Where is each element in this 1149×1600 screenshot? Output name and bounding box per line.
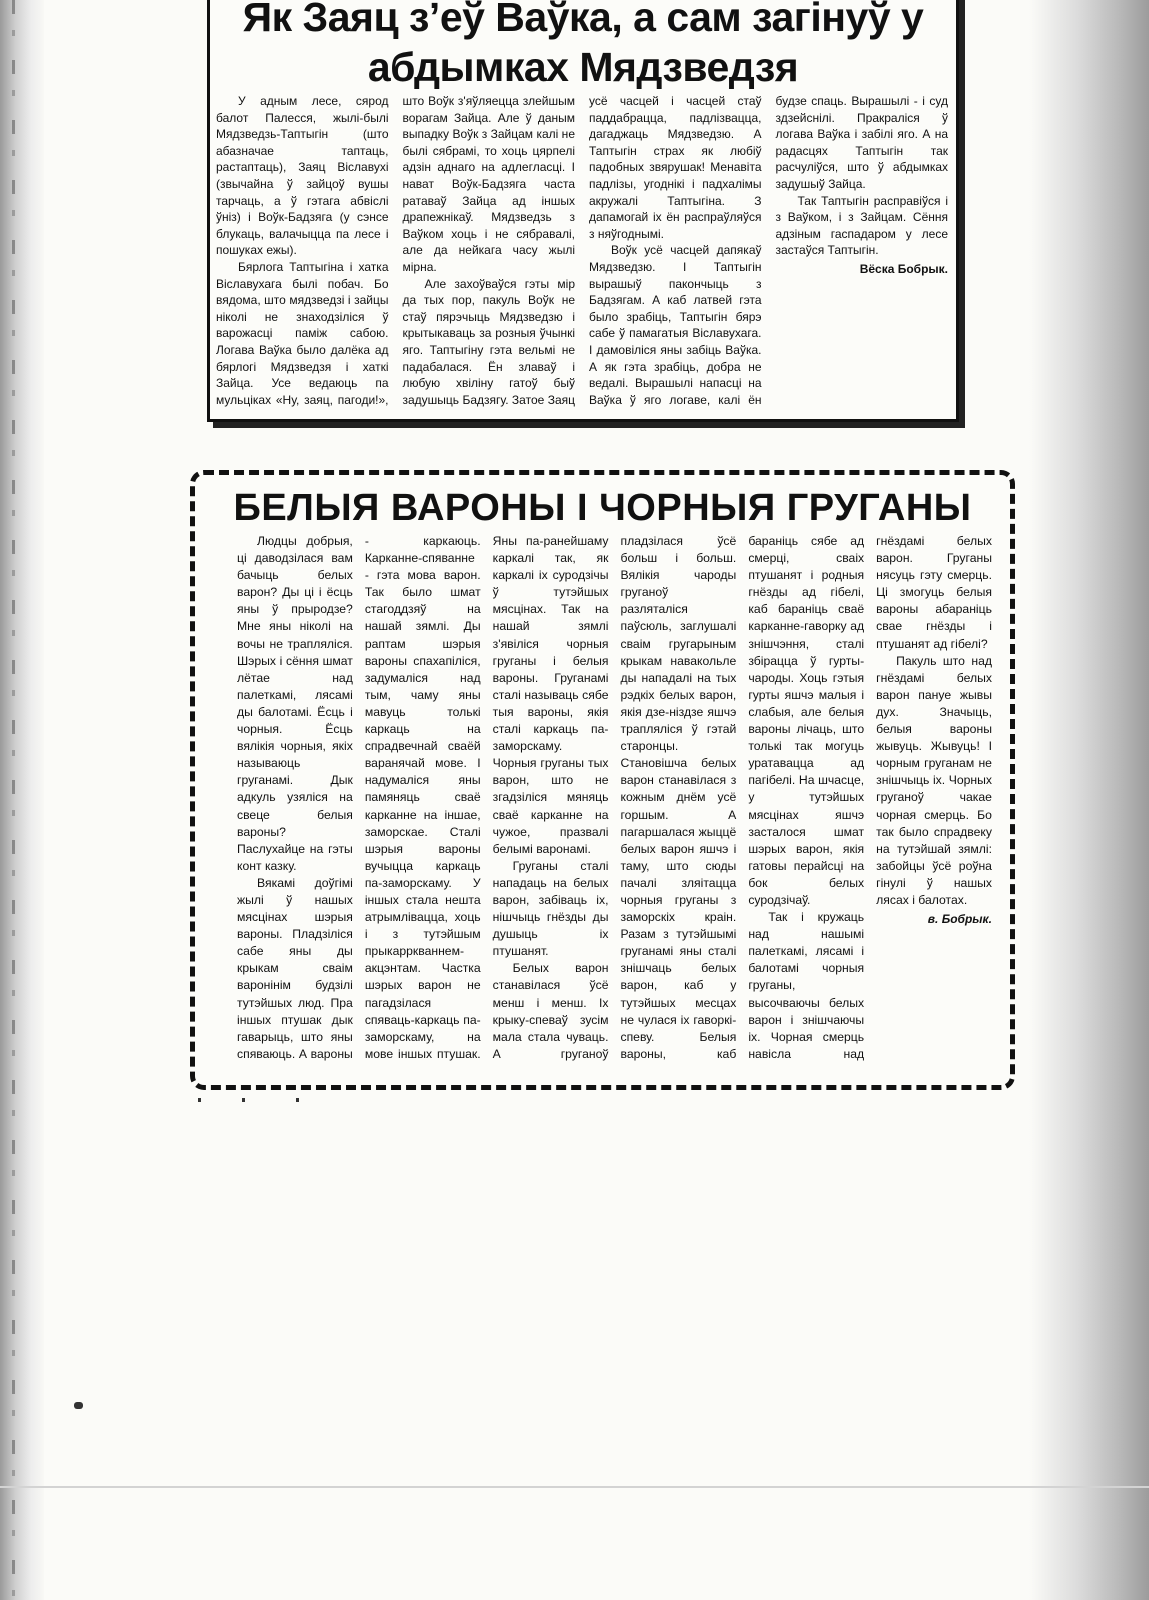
article-body — [237, 533, 992, 1069]
scan-right-edge — [1029, 0, 1149, 1600]
article-hare-wolf-bear — [207, 0, 959, 422]
article-signature: в. Бобрык. — [927, 912, 992, 927]
article-white-crows — [190, 470, 1015, 1090]
article-paragraph: Воўк усё часцей дапякаў Мядзведзю. І Таптыгін вырашыў пакончыць з Бадзягам. А каб латвей гэта было зрабіць, Таптыгін бярэ сабе ў памагатыя Віславухага. І дамовіліся яны забіць Ваўка. А як гэта зрабіць, добра не ведалі. Вырашылі напасці на Ваўка ў яго логаве, калі ён будзе спаць. Вырашылі - і суд здзейснілі. Пракраліся ў логава Ваўка і забілі яго. А на радасцях Таптыгін так расчуліўся, што ў абдымках задушыў Зайца. — [589, 94, 948, 407]
article-paragraph: Бярлога Таптыгіна і хатка Віславухага былі побач. Бо вядома, што мядзведзі і зайцы ніколі не знаходзіліся ў варожасці паміж сабою. Логава Ваўка было далёка ад бярлогі Мядзведзя і хаткі Зайца. Усе ведаюць па мульціках «Ну, заяц, пагоди!», што Воўк з'яўляецца злейшым ворагам Зайца. Але ў даным выпадку Воўк з Зайцам калі не былі сябрамі, то хоць цярпелі адзін аднаго на адлегласці. І нават Воўк-Бадзяга часта ратаваў Зайца ад іншых драпежнікаў. Мядзведзь з Ваўком хоць і не сябравалі, але да нейкага часу жылі мірна. — [216, 94, 575, 407]
article-body — [216, 93, 948, 411]
article-paragraph: Так і кружаць над нашымі палеткамі, лясамі і балотамі чорныя груганы, высочваючы белых варон і знішчаючы іх. Чорная смерць навісла над гнёздамі белых варон. Груганы нясуць гэту смерць. Ці змогуць белыя вароны абараніць свае гнёзды і птушанят ад гібелі? — [748, 534, 992, 1061]
article-paragraph: Белых варон станавілася ўсё менш і менш. Іх крыку-спеваў зусім мала стала чуваць. А груганоў пладзілася ўсё больш і больш. Вялікія чароды груганоў разляталіся паўсюль, заглушалі сваім гругарыным крыкам навакольле ды нападалі на тых рэдкіх белых варон, якія дзе-ніздзе яшчэ трапляліся ў гэтай старонцы. Становішча белых варон станавілася з кожным днём усё горшым. А пагаршалася жыццё белых варон яшчэ і таму, што сюды пачалі зляітацца чорныя груганы з заморскіх краін. Разам з тутэйшымі груганамі яны сталі знішчаць белых варон, каб у тутэйшых месцах не чулася іх гаворкі-спеву. Белыя вароны, каб бараніць сябе ад смерці, сваіх птушанят і родныя гнёзды ад гібелі, каб бараніць сваё карканне-гаворку ад знішчэння, сталі збірацца ў гурты-чароды. Хоць гэтыя гурты яшчэ малыя і слабыя, але белыя вароны лічаць, што толькі так могуць уратавацца ад пагібелі. На шчасце, у тутэйшых мясцінах яшчэ засталося шмат шэрых варон, якія гатовы перайсці на бок белых суродзічаў. — [492, 534, 865, 1061]
article-title: Як Заяц з’еў Ваўка, а сам загінуў у абдымках Мядзведзя — [242, 0, 924, 90]
article-title: БЕЛЫЯ ВАРОНЫ І ЧОРНЫЯ ГРУГАНЫ — [233, 487, 972, 529]
article-paragraph: У адным лесе, сярод балот Палесся, жылі-былі Мядзведзь-Таптыгін (што абазначае таптаць, растаптаць), Заяц Віславухі (звычайна ў зайцоў вушы тарчаць, а ў гэтага абвіслі ўніз) і Воўк-Бадзяга (у сэнсе блукаць, валачыцца па лесе і пошуках ежы). — [216, 94, 389, 258]
page-crease — [0, 1486, 1149, 1488]
binder-mark — [74, 1402, 83, 1409]
article-paragraph: Людцы добрыя, ці даводзілася вам бачыць белых варон? Ды ці і ёсць яны ў прыродзе? Мне яны ніколі на вочы не трапляліся. Шэрых і сёння шмат лётае над палеткамі, лясамі ды балотамі. Ёсць і чорныя. Ёсць вялікія чорныя, якіх называюць груганамі. Дык адкуль узяліся на свеце белыя вароны? Паслухайце на гэты конт казку. — [237, 534, 353, 873]
article-paragraph: Вякамі доўгімі жылі ў нашых мясцінах шэрыя вароны. Пладзіліся сабе яны ды крыкам сваім варонінім будзілі тутэйшых люд. Пра іншых птушак дык гаварыць, што яны спяваюць. А вароны - каркаюць. Карканне-спяванне - гэта мова варон. Так было шмат стагоддзяў на нашай зямлі. Ды раптам шэрыя вароны спахапіліся, задумаліся над тым, чаму яны мавуць толькі каркаць на спрадвечнай сваёй варанячай мове. І надумаліся яны памяняць сваё карканне на іншае, заморскае. Сталі шэрыя вароны вучыцца каркаць па-заморскаму. У іншых стала нешта атрымлівацца, хоць і з тутэйшым прыкарркваннем-акцэнтам. Частка шэрых варон не пагадзілася спяваць-каркаць па-заморскаму, на мове іншых птушак. Яны па-ранейшаму каркалі так, як каркалі іх суродзічы ў тутэйшых мясцінах. Так на нашай зямлі з'явіліся чорныя груганы і белыя вароны. Груганамі сталі называць сябе тыя вароны, якія сталі каркаць па-заморскаму. Чорныя груганы тых варон, што не згадзіліся мяняць сваё карканне на чужое, празвалі белымі варонамі. — [237, 534, 609, 1061]
article-paragraph: Але захоўваўся гэты мір да тых пор, пакуль Воўк не стаў пярэчыць Мядзведзю і крытыкаваць за розныя ўчынкі яго. Таптыгіну гэта вельмі не падабалася. Ён злаваў і любую хвіліну гатоў быў задушыць Бадзягу. Затое Заяц усё часцей і часцей стаў паддабрацца, падлізвацца, дагаджаць Мядзведзю. А Таптыгін страх як любіў падобных звярушак! Менавіта падлізы, угоднікі і падхалімы акружалі Таптыгіна. З дапамогай іх ён распраўляўся з няўгоднымі. — [402, 94, 762, 407]
article-paragraph: Так Таптыгін расправіўся і з Ваўком, і з Зайцам. Сёння адзіным гаспадаром у лесе застаўся Таптыгін. — [775, 193, 948, 258]
print-marks — [198, 1098, 398, 1104]
scan-left-edge — [0, 0, 44, 1600]
article-paragraph: Пакуль што над гнёздамі белых варон пануе жывы дух. Значыць, белыя вароны жывуць. Жывуць! І чорным груганам не знішчыць іх. Чорных груганоў чакае чорная смерць. Бо так было спрадвеку на тутэйшай зямлі: забойцы ўсё роўна гінулі ў нашых лясах і балотах. — [876, 653, 992, 907]
article-signature: Вёска Бобрык. — [859, 261, 948, 276]
article-paragraph: Груганы сталі нападаць на белых варон, забіваць іх, нішчыць гнёзды ды душыць іх птушанят. — [492, 858, 609, 959]
